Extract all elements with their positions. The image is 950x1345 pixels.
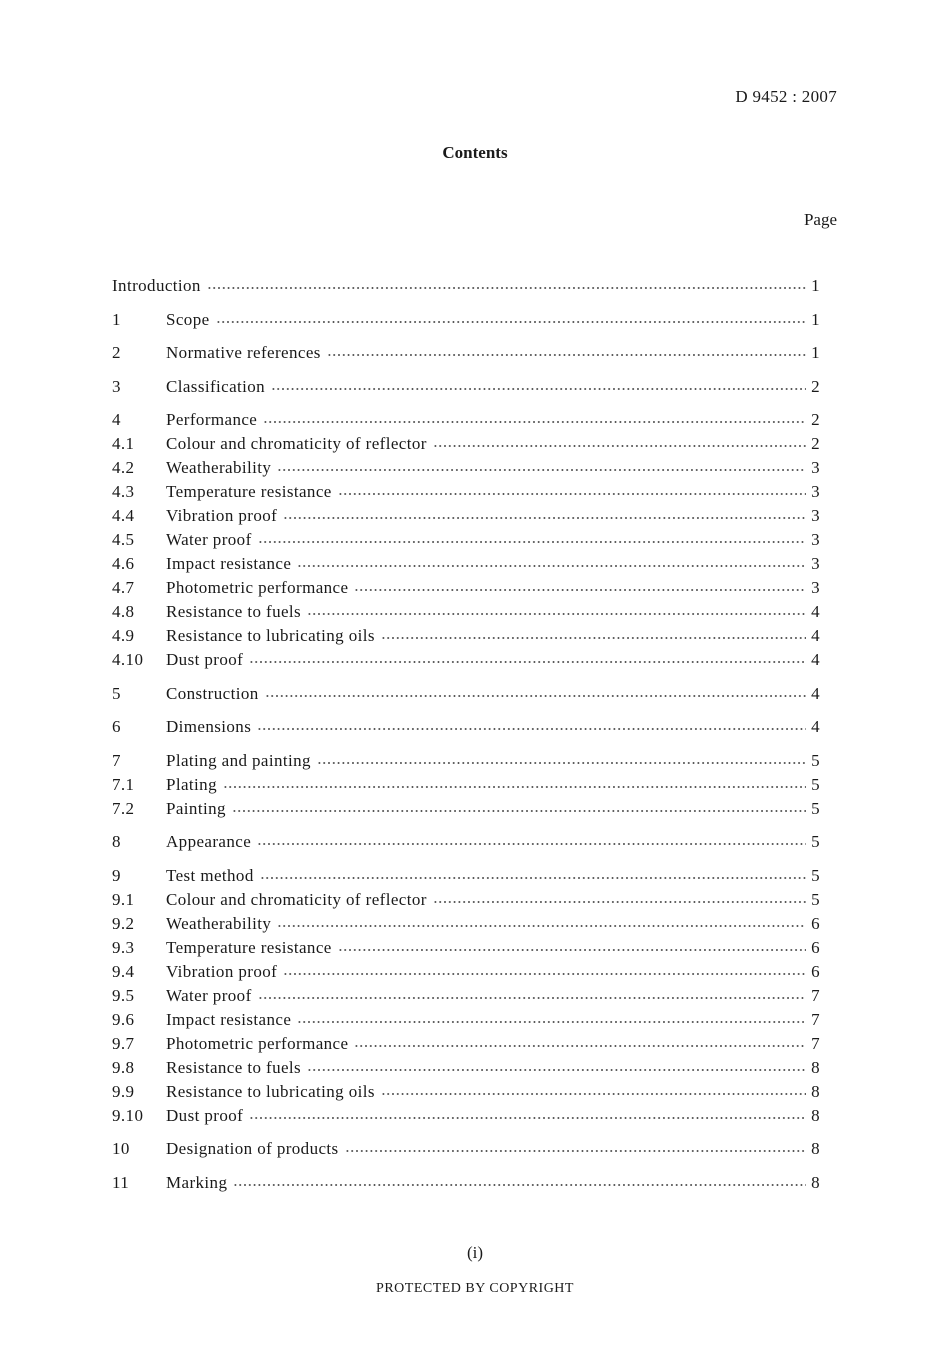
- toc-entry[interactable]: [112, 576, 820, 600]
- toc-entry-introduction[interactable]: [112, 274, 820, 298]
- toc-entry-number: 2: [112, 343, 121, 362]
- toc-entry-number: 3: [112, 376, 121, 396]
- dot-leader: [433, 901, 806, 903]
- dot-leader: [271, 388, 806, 390]
- toc-entry-page: 4: [811, 683, 820, 703]
- dot-leader: [283, 517, 806, 519]
- toc-entry-page: 1: [811, 309, 820, 329]
- toc-entry[interactable]: [112, 1056, 820, 1080]
- toc-entry-number: 4.4: [112, 506, 135, 525]
- dot-leader: [345, 1150, 806, 1152]
- page-title: Contents: [442, 143, 508, 162]
- toc-entry-number: 4.9: [112, 626, 135, 645]
- toc-entry-page: 8: [811, 1139, 820, 1158]
- toc-entry-number: 9.2: [112, 913, 135, 933]
- dot-leader: [257, 843, 806, 845]
- dot-leader: [260, 877, 806, 879]
- toc-entry-page: 7: [811, 1009, 820, 1029]
- toc-entry[interactable]: [112, 600, 820, 624]
- toc-entry-number: 4.3: [112, 482, 135, 501]
- dot-leader: [277, 469, 806, 471]
- toc-entry[interactable]: [112, 1104, 820, 1128]
- dot-leader: [338, 949, 806, 951]
- toc-entry-page: 1: [811, 276, 820, 295]
- toc-entry-page: 8: [811, 1081, 820, 1101]
- dot-leader: [354, 589, 806, 591]
- toc-entry-title: Appearance: [166, 832, 252, 851]
- toc-entry-title: Vibration proof: [166, 961, 278, 981]
- toc-entry-number: 9.1: [112, 889, 135, 909]
- toc-entry-page: 3: [811, 554, 820, 573]
- toc-entry-page: 5: [811, 750, 820, 770]
- toc-entry-number: 4.10: [112, 650, 144, 669]
- toc-entry-number: 7.1: [112, 774, 135, 794]
- toc-entry-title: Classification: [166, 376, 266, 396]
- toc-entry-title: Vibration proof: [166, 506, 278, 525]
- toc-entry-page: 8: [811, 1057, 820, 1077]
- toc-entry-number: 11: [112, 1172, 130, 1192]
- toc-entry-page: 4: [811, 650, 820, 669]
- toc-entry[interactable]: [112, 749, 820, 773]
- toc-entry-page: 5: [811, 889, 820, 909]
- toc-entry-page: 7: [811, 1033, 820, 1053]
- toc-entry-number: 9.9: [112, 1081, 135, 1101]
- toc-entry-title: Resistance to fuels: [166, 1057, 302, 1077]
- toc-entry-title: Water proof: [166, 985, 252, 1005]
- toc-entry[interactable]: [112, 1080, 820, 1104]
- toc-entry-page: 2: [811, 376, 820, 396]
- toc-entry-title: Dust proof: [166, 650, 244, 669]
- dot-leader: [258, 541, 806, 543]
- toc-entry-page: 5: [811, 865, 820, 885]
- toc-entry-number: 9.4: [112, 961, 135, 981]
- dot-leader: [381, 637, 806, 639]
- toc-entry-title: Colour and chromaticity of reflector: [166, 434, 427, 453]
- toc-entry[interactable]: [112, 648, 820, 672]
- toc-entry-title: Weatherability: [166, 458, 272, 477]
- toc-entry-number: 4.8: [112, 602, 135, 621]
- toc-entry-title: Colour and chromaticity of reflector: [166, 889, 427, 909]
- toc-entry[interactable]: [112, 432, 820, 456]
- dot-leader: [263, 421, 806, 423]
- toc-entry[interactable]: [112, 624, 820, 648]
- toc-entry[interactable]: [112, 888, 820, 912]
- toc-entry-page: 5: [811, 832, 820, 851]
- table-of-contents: [112, 274, 820, 1195]
- toc-entry[interactable]: [112, 864, 820, 888]
- dot-leader: [327, 354, 806, 356]
- toc-entry-title: Normative references: [166, 343, 321, 362]
- toc-entry[interactable]: [112, 480, 820, 504]
- dot-leader: [249, 1117, 806, 1119]
- toc-entry-page: 6: [811, 913, 820, 933]
- dot-leader: [233, 1184, 806, 1186]
- toc-entry[interactable]: [112, 715, 820, 739]
- toc-entry-title: Impact resistance: [166, 554, 292, 573]
- toc-entry-number: 1: [112, 309, 121, 329]
- page-column-label: Page: [803, 210, 837, 229]
- toc-entry-title: Photometric performance: [166, 578, 349, 597]
- toc-entry-title: Dust proof: [166, 1105, 244, 1125]
- toc-entry-title: Resistance to lubricating oils: [166, 626, 375, 645]
- dot-leader: [307, 1069, 806, 1071]
- toc-entry-number: 9.10: [112, 1105, 144, 1125]
- toc-entry[interactable]: [112, 960, 820, 984]
- toc-entry[interactable]: [112, 1137, 820, 1161]
- dot-leader: [307, 613, 806, 615]
- toc-entry-number: 9.3: [112, 937, 135, 957]
- toc-entry-title: Resistance to fuels: [166, 602, 302, 621]
- toc-entry-page: 3: [811, 530, 820, 549]
- toc-entry-number: 7: [112, 750, 121, 770]
- toc-entry-title: Temperature resistance: [166, 482, 332, 501]
- toc-entry-page: 1: [811, 343, 820, 362]
- dot-leader: [297, 565, 806, 567]
- dot-leader: [317, 762, 806, 764]
- toc-entry-title: Impact resistance: [166, 1009, 292, 1029]
- toc-entry-title: Introduction: [112, 276, 201, 295]
- toc-entry-title: Designation of products: [166, 1139, 339, 1158]
- toc-entry[interactable]: [112, 341, 820, 365]
- toc-entry-page: 5: [811, 798, 820, 818]
- toc-entry[interactable]: [112, 528, 820, 552]
- toc-entry-number: 4.1: [112, 434, 135, 453]
- toc-entry-number: 10: [112, 1139, 130, 1158]
- toc-entry-number: 9: [112, 865, 121, 885]
- dot-leader: [381, 1093, 806, 1095]
- toc-entry-title: Resistance to lubricating oils: [166, 1081, 375, 1101]
- toc-entry-title: Performance: [166, 410, 258, 429]
- toc-entry-title: Test method: [166, 865, 254, 885]
- toc-entry-title: Plating and painting: [166, 750, 311, 770]
- toc-entry[interactable]: [112, 682, 820, 706]
- toc-entry[interactable]: [112, 936, 820, 960]
- toc-entry-number: 6: [112, 717, 121, 736]
- toc-entry-number: 4.7: [112, 578, 135, 597]
- toc-entry[interactable]: [112, 375, 820, 399]
- toc-entry-title: Scope: [166, 309, 210, 329]
- toc-entry-number: 8: [112, 832, 121, 851]
- toc-entry[interactable]: [112, 1008, 820, 1032]
- dot-leader: [258, 997, 806, 999]
- toc-entry-number: 4.5: [112, 530, 135, 549]
- dot-leader: [297, 1021, 806, 1023]
- toc-entry-page: 3: [811, 578, 820, 597]
- toc-entry-title: Construction: [166, 683, 259, 703]
- toc-entry[interactable]: [112, 912, 820, 936]
- toc-entry-title: Water proof: [166, 530, 252, 549]
- toc-entry-page: 5: [811, 774, 820, 794]
- toc-entry[interactable]: [112, 1171, 820, 1195]
- copyright-notice: PROTECTED BY COPYRIGHT: [376, 1281, 574, 1296]
- toc-entry-number: 4.2: [112, 458, 135, 477]
- dot-leader: [265, 695, 806, 697]
- dot-leader: [277, 925, 806, 927]
- toc-entry[interactable]: [112, 408, 820, 432]
- toc-entry-page: 2: [811, 434, 820, 453]
- toc-entry-page: 7: [811, 985, 820, 1005]
- toc-entry-number: 9.7: [112, 1033, 135, 1053]
- dot-leader: [433, 445, 806, 447]
- toc-entry-title: Weatherability: [166, 913, 272, 933]
- dot-leader: [338, 493, 806, 495]
- toc-entry-number: 9.8: [112, 1057, 135, 1077]
- toc-entry[interactable]: [112, 456, 820, 480]
- toc-entry-page: 2: [811, 410, 820, 429]
- dot-leader: [207, 287, 806, 289]
- toc-entry[interactable]: [112, 773, 820, 797]
- toc-entry-title: Dimensions: [166, 717, 252, 736]
- dot-leader: [283, 973, 806, 975]
- toc-entry[interactable]: [112, 1032, 820, 1056]
- document-id: D 9452 : 2007: [735, 87, 837, 106]
- dot-leader: [232, 810, 806, 812]
- dot-leader: [249, 661, 806, 663]
- toc-entry-page: 4: [811, 717, 820, 736]
- toc-entry-page: 8: [811, 1172, 820, 1192]
- dot-leader: [354, 1045, 806, 1047]
- toc-entry-number: 5: [112, 683, 121, 703]
- dot-leader: [216, 321, 806, 323]
- dot-leader: [257, 728, 806, 730]
- toc-entry-page: 6: [811, 961, 820, 981]
- toc-entry-title: Plating: [166, 774, 217, 794]
- toc-entry-page: 6: [811, 937, 820, 957]
- toc-entry-number: 9.6: [112, 1009, 135, 1029]
- toc-entry-page: 4: [811, 626, 820, 645]
- toc-entry-number: 4.6: [112, 554, 135, 573]
- toc-entry-number: 7.2: [112, 798, 135, 818]
- toc-entry-title: Temperature resistance: [166, 937, 332, 957]
- dot-leader: [223, 786, 806, 788]
- toc-entry-page: 3: [811, 506, 820, 525]
- toc-entry-number: 4: [112, 410, 121, 429]
- toc-entry[interactable]: [112, 504, 820, 528]
- toc-entry-title: Marking: [166, 1172, 228, 1192]
- toc-entry-number: 9.5: [112, 985, 135, 1005]
- toc-entry-page: 3: [811, 482, 820, 501]
- toc-entry-page: 8: [811, 1105, 820, 1125]
- page-number: (i): [466, 1243, 484, 1262]
- toc-entry-page: 3: [811, 458, 820, 477]
- toc-entry-title: Painting: [166, 798, 226, 818]
- toc-entry-page: 4: [811, 602, 820, 621]
- toc-entry[interactable]: [112, 830, 820, 854]
- toc-entry-title: Photometric performance: [166, 1033, 349, 1053]
- toc-entry[interactable]: [112, 797, 820, 821]
- toc-entry[interactable]: [112, 552, 820, 576]
- toc-entry[interactable]: [112, 308, 820, 332]
- toc-entry[interactable]: [112, 984, 820, 1008]
